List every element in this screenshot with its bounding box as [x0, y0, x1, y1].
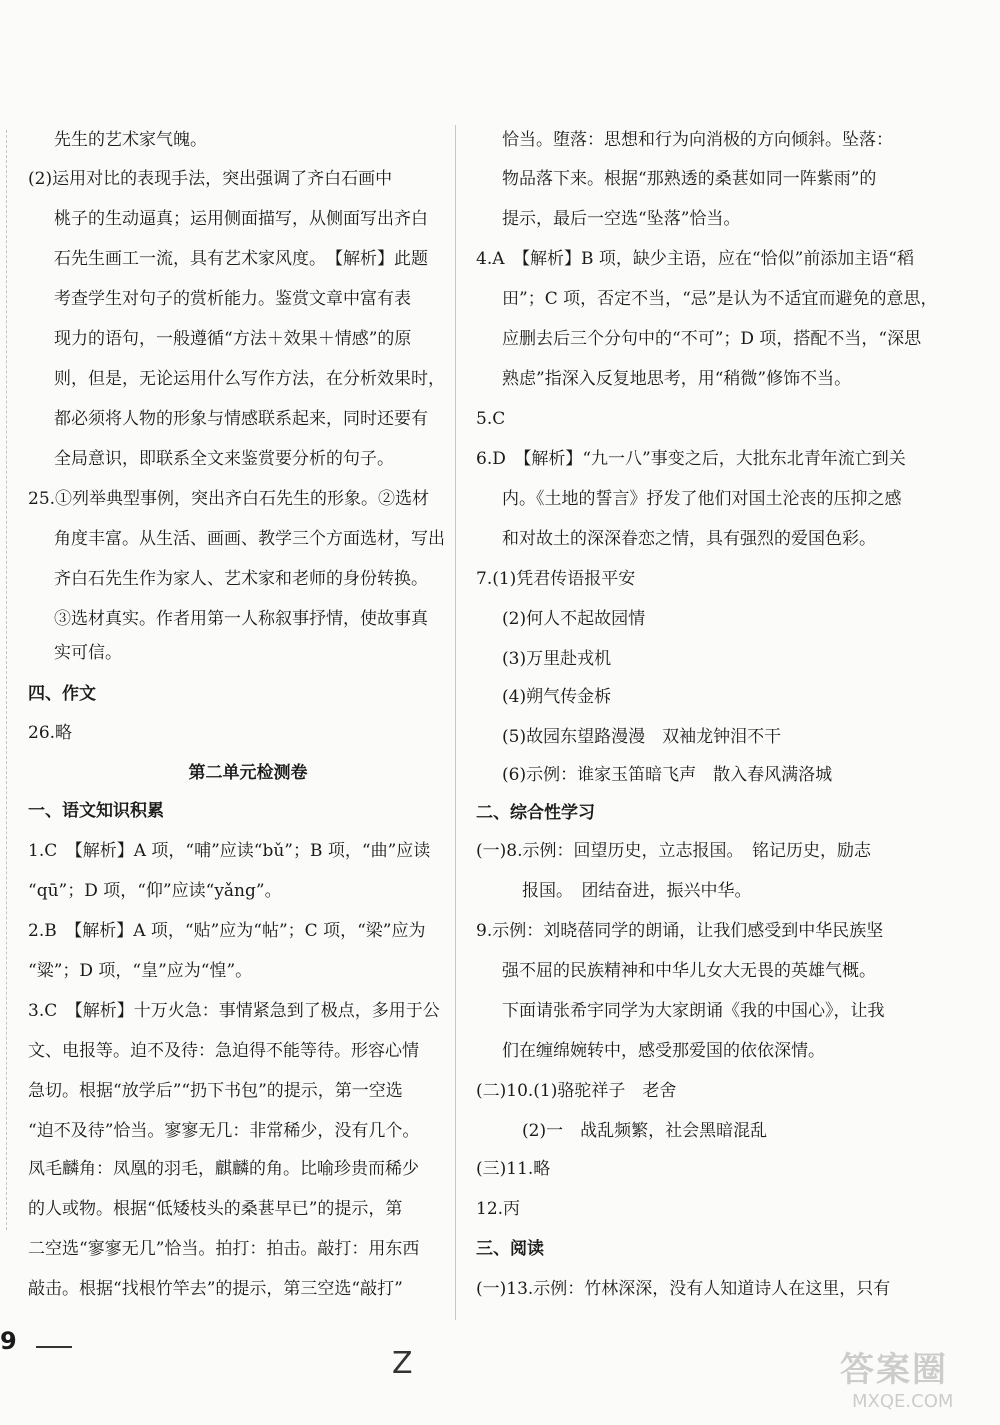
- text-line: 下面请张希宇同学为大家朗诵《我的中国心》，让我: [502, 1001, 885, 1021]
- text-line: 和对故土的深深眷恋之情，具有强烈的爱国色彩。: [502, 529, 876, 549]
- watermark-top: 答案圈: [840, 1350, 948, 1390]
- text-line: (一)8.示例：回望历史，立志报国。 铭记历史，励志: [476, 841, 871, 861]
- page-number: 9: [0, 1327, 23, 1355]
- text-line: 考查学生对句子的赏析能力。鉴赏文章中富有表: [54, 289, 411, 309]
- text-line: 应删去后三个分句中的“不可”；D 项，搭配不当，“深思: [502, 329, 922, 349]
- text-line: “qū”；D 项，“仰”应读“yǎng”。: [28, 881, 282, 901]
- text-line: 角度丰富。从生活、画画、教学三个方面选材，写出: [54, 529, 445, 549]
- text-line: 内。《土地的誓言》抒发了他们对国土沦丧的压抑之感: [502, 489, 902, 509]
- text-line: 5.C: [476, 409, 506, 429]
- text-line: 25.①列举典型事例，突出齐白石先生的形象。②选材: [28, 489, 430, 509]
- text-line: 熟虑”指深入反复地思考，用“稍微”修饰不当。: [502, 369, 852, 389]
- text-line: 1.C 【解析】A 项，“哺”应读“bǔ”；B 项，“曲”应读: [28, 841, 431, 861]
- text-line: 则，但是，无论运用什么写作方法，在分析效果时，: [54, 369, 445, 389]
- text-line: 先生的艺术家气魄。: [54, 130, 207, 150]
- text-line: (2)何人不起故园情: [502, 609, 646, 629]
- text-line: 26.略: [28, 723, 73, 743]
- text-line: (3)万里赴戎机: [502, 649, 612, 669]
- text-line: 二空选“寥寥无几”恰当。拍打：拍击。敲打：用东西: [28, 1239, 420, 1259]
- text-line: (2)一 战乱频繁，社会黑暗混乱: [522, 1121, 768, 1141]
- text-line: (6)示例：谁家玉笛暗飞声 散入春风满洛城: [502, 765, 833, 785]
- text-line: 现力的语句，一般遵循“方法＋效果＋情感”的原: [54, 329, 412, 349]
- text-line: 强不屈的民族精神和中华儿女大无畏的英雄气概。: [502, 961, 876, 981]
- watermark-logo: [840, 1342, 990, 1422]
- text-line: (一)13.示例：竹林深深，没有人知道诗人在这里，只有: [476, 1279, 891, 1299]
- text-line: 12.丙: [476, 1199, 521, 1219]
- text-line: 全局意识，即联系全文来鉴赏要分析的句子。: [54, 449, 394, 469]
- text-line: 急切。根据“放学后”“扔下书包”的提示，第一空选: [28, 1081, 403, 1101]
- text-line: 四、作文: [28, 684, 96, 704]
- text-line: 恰当。堕落：思想和行为向消极的方向倾斜。坠落：: [502, 130, 893, 150]
- text-line: 三、阅读: [476, 1239, 544, 1259]
- text-line: 2.B 【解析】A 项，“贴”应为“帖”；C 项，“梁”应为: [28, 921, 426, 941]
- text-line: 6.D 【解析】“九一八”事变之后，大批东北青年流亡到关: [476, 449, 906, 469]
- watermark-bottom: MXQE.COM: [852, 1391, 954, 1412]
- text-line: 第二单元检测卷: [188, 763, 308, 783]
- page-edge-line: [6, 130, 8, 1230]
- text-line: (三)11.略: [476, 1159, 551, 1179]
- text-line: 们在缠绵婉转中，感受那爱国的依依深情。: [502, 1041, 825, 1061]
- page-number-dash: [36, 1346, 72, 1348]
- text-line: 齐白石先生作为家人、艺术家和老师的身份转换。: [54, 569, 428, 589]
- text-line: 都必须将人物的形象与情感联系起来，同时还要有: [54, 409, 428, 429]
- text-line: 的人或物。根据“低矮枝头的桑葚早已”的提示，第: [28, 1199, 403, 1219]
- text-line: 凤毛麟角：凤凰的羽毛，麒麟的角。比喻珍贵而稀少: [28, 1159, 419, 1179]
- text-line: 实可信。: [54, 643, 122, 663]
- text-line: “粱”；D 项，“皇”应为“惶”。: [28, 961, 253, 981]
- text-line: 3.C 【解析】十万火急：事情紧急到了极点，多用于公: [28, 1001, 440, 1021]
- text-line: 4.A 【解析】B 项，缺少主语，应在“恰似”前添加主语“稻: [476, 249, 914, 269]
- text-line: 敲击。根据“找根竹竿去”的提示，第三空选“敲打”: [28, 1279, 403, 1299]
- text-line: 9.示例：刘晓蓓同学的朗诵，让我们感受到中华民族坚: [476, 921, 884, 941]
- text-line: 一、语文知识积累: [28, 801, 164, 821]
- handwritten-mark: Z: [392, 1346, 413, 1381]
- text-line: 石先生画工一流，具有艺术家风度。 【解析】此题: [54, 249, 428, 269]
- text-line: 二、综合性学习: [476, 803, 595, 823]
- text-line: 桃子的生动逼真；运用侧面描写，从侧面写出齐白: [54, 209, 428, 229]
- text-line: 提示，最后一空选“坠落”恰当。: [502, 209, 741, 229]
- text-line: (2)运用对比的表现手法，突出强调了齐白石画中: [28, 169, 393, 189]
- text-line: 文、电报等。迫不及待：急迫得不能等待。形容心情: [28, 1041, 419, 1061]
- text-line: 7.(1)凭君传语报平安: [476, 569, 636, 589]
- text-line: (4)朔气传金柝: [502, 687, 612, 707]
- text-line: 报国。 团结奋进，振兴中华。: [522, 881, 752, 901]
- text-line: ③选材真实。作者用第一人称叙事抒情，使故事真: [54, 609, 428, 629]
- text-line: 物品落下来。根据“那熟透的桑葚如同一阵紫雨”的: [502, 169, 877, 189]
- text-line: (二)10.(1)骆驼祥子 老舍: [476, 1081, 677, 1101]
- column-divider: [455, 125, 456, 1320]
- text-line: (5)故园东望路漫漫 双袖龙钟泪不干: [502, 727, 782, 747]
- text-line: 田”；C 项，否定不当，“忌”是认为不适宜而避免的意思，: [502, 289, 938, 309]
- text-line: “迫不及待”恰当。寥寥无几：非常稀少，没有几个。: [28, 1121, 420, 1141]
